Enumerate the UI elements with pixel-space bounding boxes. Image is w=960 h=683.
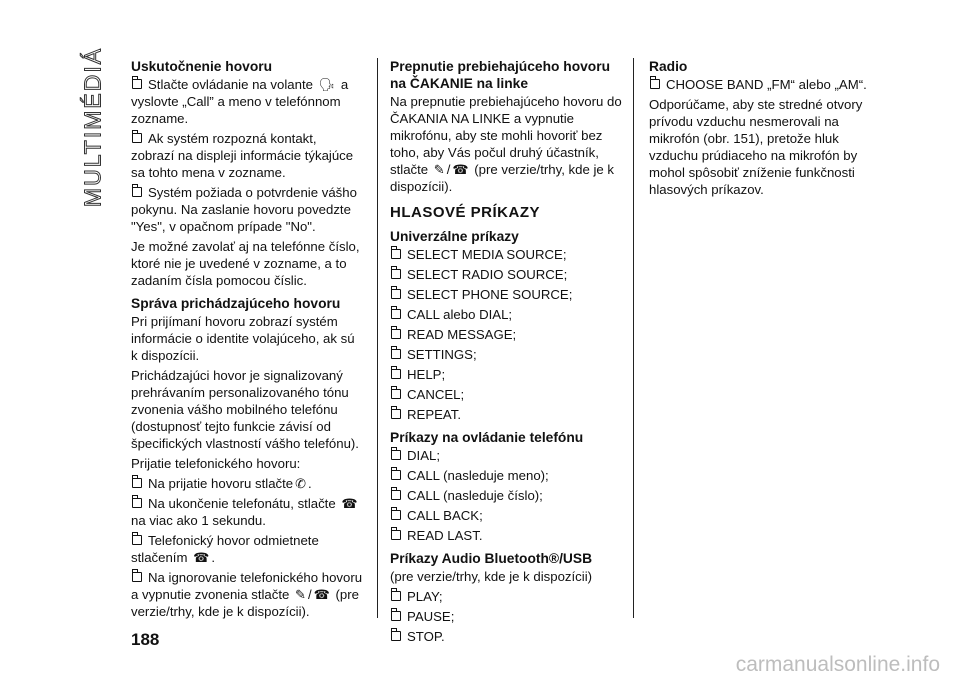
command-item — [390, 628, 622, 645]
bullet-icon — [391, 249, 401, 259]
mute-icon: ✎ — [433, 162, 445, 177]
command-item — [390, 406, 622, 423]
column-1 — [131, 52, 363, 623]
chapter-title-text: MULTIMÉDIÁ — [79, 46, 106, 208]
heading-voice-commands: HLASOVÉ PRÍKAZY — [390, 204, 541, 221]
text: Stlačte ovládanie na volante — [148, 77, 313, 92]
bullet-icon — [132, 187, 142, 197]
heading-incoming-call: Správa prichádzajúceho hovoru — [131, 296, 341, 311]
bullet-icon — [391, 309, 401, 319]
command-item — [390, 366, 622, 383]
text: Na prepnutie prebiehajúceho hovoru do ČAKANIA NA LINKE a vypnutie mikrofónu, aby ste mohli hovoriť bez toho, aby Vás počul druhý účastník, stlačte — [390, 94, 622, 177]
command-item — [390, 467, 622, 484]
command-item — [390, 326, 622, 343]
text: Ak systém rozpozná kontakt, zobrazí na displeji informácie týkajúce sa tohto mena v zozname. — [131, 131, 354, 180]
text: Na ignorovanie telefonického hovoru a vypnutie zvonenia stlačte — [131, 570, 363, 602]
command-text: SELECT PHONE SOURCE; — [407, 287, 573, 302]
command-item — [390, 447, 622, 464]
bullet-answer: Na prijatie hovoru stlačte ✆ . — [131, 475, 363, 492]
audio-note: (pre verzie/trhy, kde je k dispozícii) — [390, 569, 593, 584]
heading-radio: Radio — [649, 59, 688, 74]
paragraph-radio: Odporúčame, aby ste stredné otvory prívodu vzduchu nesmerovali na mikrofón (obr. 151), pretože hluk vzduchu prúdiaceho na mikrofón by mohol spôsobiť zníženie funkčnosti hlasových príkazov. — [649, 97, 863, 197]
footer-watermark: carmanualsonline.info — [735, 653, 940, 676]
bullet-end-call — [131, 495, 363, 529]
bullet-make-call-2 — [131, 130, 363, 181]
command-text: STOP. — [407, 629, 445, 644]
command-text: CANCEL; — [407, 387, 465, 402]
bullet-icon — [391, 611, 401, 621]
universal-commands-list — [390, 246, 622, 423]
bullet-icon — [391, 530, 401, 540]
command-item — [390, 266, 622, 283]
command-item — [390, 306, 622, 323]
command-text: CALL (nasleduje meno); — [407, 468, 549, 483]
command-text: HELP; — [407, 367, 446, 382]
bullet-icon — [391, 591, 401, 601]
phone-hangup-icon: ☎ — [313, 587, 330, 602]
text: a vyslovte „Call” a meno v telefónnom zozname. — [131, 77, 349, 126]
heading-hold-call: Prepnutie prebiehajúceho hovoru na ČAKANIE na linke — [390, 59, 611, 91]
command-item — [390, 588, 622, 605]
phone-answer-icon: ✆ — [295, 476, 307, 491]
paragraph: Pri prijímaní hovoru zobrazí systém informácie o identite volajúceho, ak sú k dispozícii. — [131, 314, 355, 363]
column-divider — [377, 58, 378, 618]
command-text: SELECT RADIO SOURCE; — [407, 267, 568, 282]
command-text: CALL alebo DIAL; — [407, 307, 513, 322]
paragraph: Je možné zavolať aj na telefónne číslo, ktoré nie je uvedené v zozname, a to zadaním čísla pomocou číslic. — [131, 239, 360, 288]
paragraph: Prijatie telefonického hovoru: — [131, 456, 301, 471]
phone-commands-list — [390, 447, 622, 544]
chapter-side-title — [78, 46, 108, 208]
page-number: 188 — [131, 630, 160, 649]
bullet-icon — [391, 369, 401, 379]
bullet-icon — [391, 269, 401, 279]
bullet-icon — [132, 133, 142, 143]
phone-hangup-icon: ☎ — [193, 550, 210, 565]
column-divider — [633, 58, 634, 618]
text: CHOOSE BAND „FM“ alebo „AM“. — [666, 77, 867, 92]
command-text: SETTINGS; — [407, 347, 477, 362]
bullet-icon — [391, 289, 401, 299]
phone-hangup-icon: ☎ — [341, 496, 358, 511]
command-item — [390, 608, 622, 625]
voice-command-icon: 🗣 — [318, 77, 336, 92]
text: (pre verzie/trhy, kde je k dispozícii). — [131, 587, 359, 619]
bullet-make-call-1 — [131, 76, 363, 127]
command-text: READ MESSAGE; — [407, 327, 517, 342]
heading-phone-commands: Príkazy na ovládanie telefónu — [390, 430, 584, 445]
bullet-icon — [391, 349, 401, 359]
text: Na ukončenie telefonátu, stlačte — [148, 496, 336, 511]
bullet-icon — [391, 389, 401, 399]
heading-audio-commands: Príkazy Audio Bluetooth®/USB — [390, 551, 593, 566]
bullet-icon — [391, 510, 401, 520]
paragraph: Prichádzajúci hovor je signalizovaný prehrávaním personalizovaného tónu zvonenia vášho mobilného telefónu (dostupnosť tejto funkcie závisí od špecifických vlastností vášho telefónu). — [131, 368, 359, 451]
bullet-ignore-call: Na ignorovanie telefonického hovoru a vypnutie zvonenia stlačte ✎ / ☎ (pre verzie/trhy, kde je k dispozícii). — [131, 570, 363, 619]
command-text: DIAL; — [407, 448, 440, 463]
mute-icon: ✎ — [295, 587, 306, 602]
phone-hangup-icon: ☎ — [452, 162, 469, 177]
bullet-icon — [132, 478, 142, 488]
bullet-icon — [391, 490, 401, 500]
bullet-icon — [391, 470, 401, 480]
bullet-make-call-3 — [131, 184, 363, 235]
bullet-reject-call: Telefonický hovor odmietnete stlačením ☎ . — [131, 533, 319, 565]
command-item — [390, 286, 622, 303]
bullet-icon — [132, 79, 142, 89]
text: na viac ako 1 sekundu. — [131, 513, 266, 528]
text: Na prijatie hovoru stlačte — [148, 476, 294, 491]
text: Systém požiada o potvrdenie vášho pokynu. Na zaslanie hovoru povedzte "Yes", v opačnom prípade "No". — [131, 185, 357, 234]
command-text: CALL (nasleduje číslo); — [407, 488, 543, 503]
command-item — [390, 527, 622, 544]
command-text: SELECT MEDIA SOURCE; — [407, 247, 567, 262]
text: Telefonický hovor odmietnete stlačením — [131, 533, 319, 565]
column-2 — [390, 52, 622, 648]
audio-commands-list — [390, 588, 622, 645]
command-text: PAUSE; — [407, 609, 455, 624]
command-text: REPEAT. — [407, 407, 461, 422]
bullet-radio — [649, 76, 874, 93]
command-item — [390, 386, 622, 403]
bullet-icon — [132, 535, 142, 545]
command-item — [390, 487, 622, 504]
bullet-icon — [391, 631, 401, 641]
paragraph-hold: Na prepnutie prebiehajúceho hovoru do ČAKANIA NA LINKE a vypnutie mikrofónu, aby ste mohli hovoriť bez toho, aby Vás počul druhý účastník, stlačte ✎ / ☎ (pre verzie/trhy, kde je k dispozícii). — [390, 94, 622, 194]
command-item — [390, 507, 622, 524]
command-text: CALL BACK; — [407, 508, 483, 523]
text: (pre verzie/trhy, kde je k dispozícii). — [390, 162, 614, 194]
bullet-icon — [650, 79, 660, 89]
bullet-icon — [132, 498, 142, 508]
command-text: PLAY; — [407, 589, 443, 604]
bullet-icon — [132, 572, 142, 582]
command-item — [390, 346, 622, 363]
bullet-icon — [391, 409, 401, 419]
command-text: READ LAST. — [407, 528, 483, 543]
bullet-icon — [391, 450, 401, 460]
command-item — [390, 246, 622, 263]
heading-universal-commands: Univerzálne príkazy — [390, 229, 519, 244]
bullet-icon — [391, 329, 401, 339]
column-3 — [649, 52, 874, 201]
heading-make-call: Uskutočnenie hovoru — [131, 59, 273, 74]
